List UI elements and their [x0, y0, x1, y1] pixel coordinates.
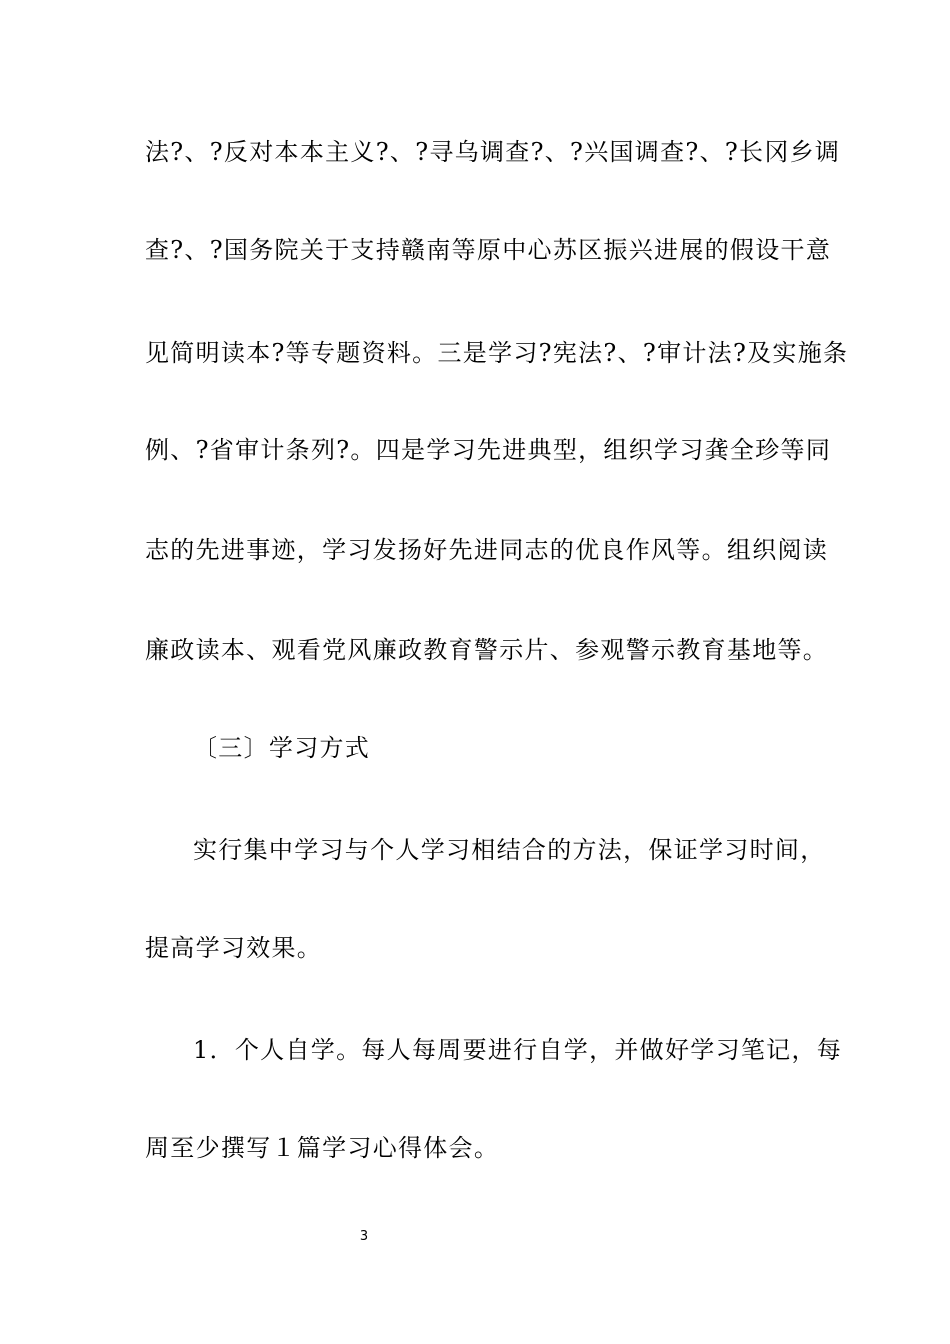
- paragraph-line: 廉政读本、观看党风廉政教育警示片、参观警示教育基地等。: [145, 636, 829, 664]
- paragraph-line: 例、?省审计条列?。四是学习先进典型，组织学习龚全珍等同: [145, 436, 832, 464]
- list-item-line: 1．个人自学。每人每周要进行自学，并做好学习笔记，每: [193, 1036, 843, 1064]
- paragraph-line: 志的先进事迹，学习发扬好先进同志的优良作风等。组织阅读: [145, 536, 829, 564]
- paragraph-line: 提高学习效果。: [145, 934, 323, 962]
- paragraph-line: 见简明读本?等专题资料。三是学习?宪法?、?审计法?及实施条: [145, 339, 849, 367]
- page-number: 3: [359, 1229, 369, 1244]
- section-heading: 〔三〕学习方式: [193, 734, 371, 762]
- paragraph-line: 法?、?反对本本主义?、?寻乌调查?、?兴国调查?、?长冈乡调: [145, 138, 841, 166]
- paragraph-line: 查?、?国务院关于支持赣南等原中心苏区振兴进展的假设干意: [145, 236, 832, 264]
- list-item-line: 周至少撰写１篇学习心得体会。: [145, 1134, 500, 1162]
- paragraph-line: 实行集中学习与个人学习相结合的方法，保证学习时间，: [193, 836, 826, 864]
